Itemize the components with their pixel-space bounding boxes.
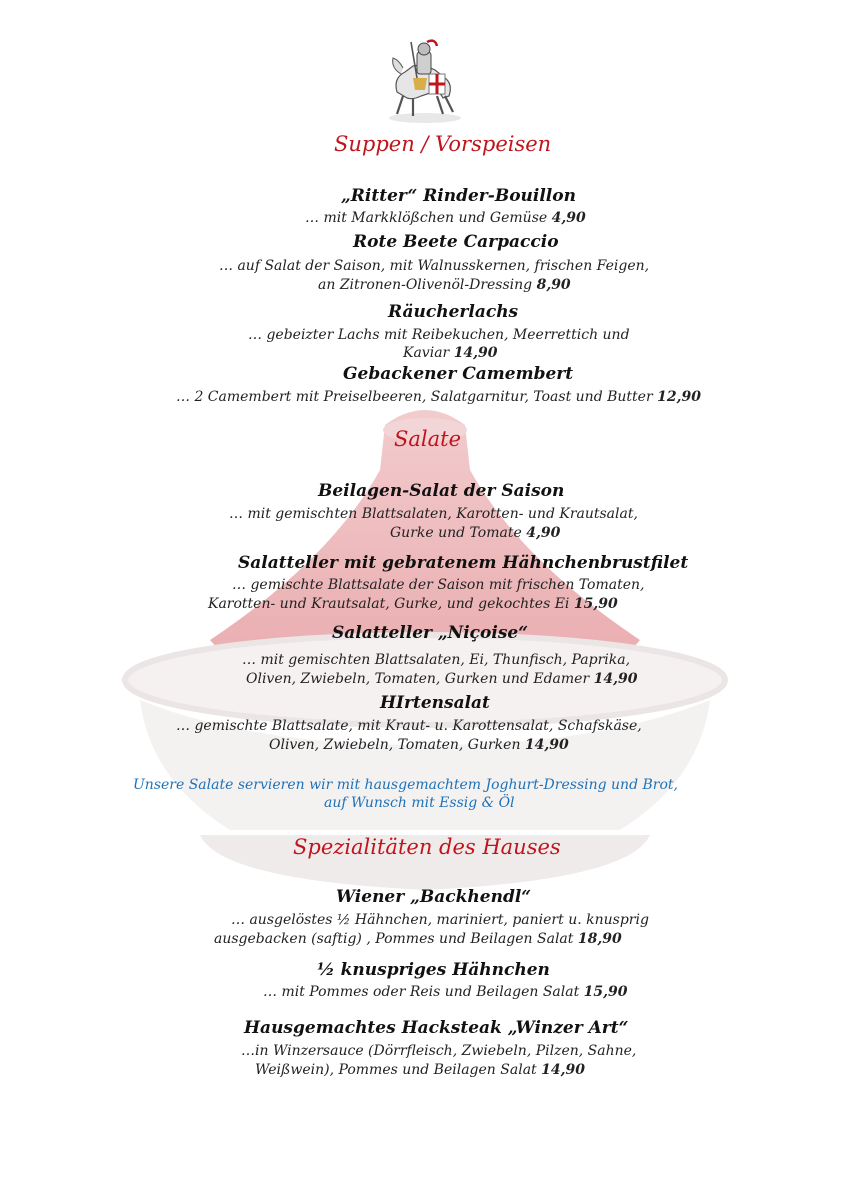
salads-heading: Salate xyxy=(394,427,462,451)
knight-logo xyxy=(383,38,467,126)
dish-description: … gemischte Blattsalate der Saison mit frischen Tomaten, xyxy=(232,577,645,593)
dish-title: Rote Beete Carpaccio xyxy=(353,232,559,252)
dish-description: … 2 Camembert mit Preiselbeeren, Salatgarnitur, Toast und Butter 12,90 xyxy=(176,389,701,405)
dish-price: 14,90 xyxy=(541,1062,585,1078)
dish-title: Beilagen-Salat der Saison xyxy=(318,481,565,501)
dish-price: 12,90 xyxy=(657,389,701,405)
dish-price: 15,90 xyxy=(573,596,618,612)
dish-description: … gemischte Blattsalate, mit Kraut- u. Karottensalat, Schafskäse, xyxy=(176,718,642,734)
salad-note: auf Wunsch mit Essig & Öl xyxy=(324,795,515,811)
dish-title: Wiener „Backhendl“ xyxy=(336,887,532,907)
dish-description: Karotten- und Krautsalat, Gurke, und gekochtes Ei 15,90 xyxy=(208,596,618,612)
dish-description: ausgebacken (saftig) , Pommes und Beilagen Salat 18,90 xyxy=(214,931,622,947)
dish-description: Gurke und Tomate 4,90 xyxy=(390,525,561,541)
dish-description: Oliven, Zwiebeln, Tomaten, Gurken 14,90 xyxy=(269,737,569,753)
dish-title: Salatteller mit gebratenem Hähnchenbrustfilet xyxy=(238,553,689,573)
dish-price: 18,90 xyxy=(577,931,622,947)
dish-price: 14,90 xyxy=(593,671,638,687)
dish-title: ½ knuspriges Hähnchen xyxy=(317,960,550,980)
specials-heading: Spezialitäten des Hauses xyxy=(293,835,561,859)
dish-description: Oliven, Zwiebeln, Tomaten, Gurken und Edamer 14,90 xyxy=(246,671,638,687)
dish-description: Kaviar 14,90 xyxy=(403,345,498,361)
dish-title: Räucherlachs xyxy=(388,302,519,322)
dish-description: an Zitronen-Olivenöl-Dressing 8,90 xyxy=(318,277,571,293)
dish-description: … ausgelöstes ½ Hähnchen, mariniert, paniert u. knusprig xyxy=(231,912,649,928)
dish-price: 14,90 xyxy=(453,345,498,361)
soups-heading: Suppen / Vorspeisen xyxy=(334,132,552,156)
dish-description: … mit Markklößchen und Gemüse 4,90 xyxy=(305,210,586,226)
dish-title: Salatteller „Niçoise“ xyxy=(332,623,528,643)
dish-title: HIrtensalat xyxy=(380,693,490,713)
dish-price: 4,90 xyxy=(526,525,561,541)
salad-note: Unsere Salate servieren wir mit hausgemachtem Joghurt-Dressing und Brot, xyxy=(133,777,678,793)
dish-price: 14,90 xyxy=(524,737,569,753)
dish-price: 15,90 xyxy=(583,984,628,1000)
dish-title: Hausgemachtes Hacksteak „Winzer Art“ xyxy=(244,1018,629,1038)
dish-title: Gebackener Camembert xyxy=(343,364,574,384)
dish-description: …in Winzersauce (Dörrfleisch, Zwiebeln, Pilzen, Sahne, xyxy=(241,1043,637,1059)
dish-price: 8,90 xyxy=(536,277,571,293)
dish-description: … gebeizter Lachs mit Reibekuchen, Meerrettich und xyxy=(248,327,630,343)
dish-title: „Ritter“ Rinder-Bouillon xyxy=(341,186,576,206)
dish-description: … mit Pommes oder Reis und Beilagen Salat 15,90 xyxy=(263,984,628,1000)
dish-description: … mit gemischten Blattsalaten, Karotten- und Krautsalat, xyxy=(229,506,638,522)
dish-description: … mit gemischten Blattsalaten, Ei, Thunfisch, Paprika, xyxy=(242,652,631,668)
dish-description: … auf Salat der Saison, mit Walnusskernen, frischen Feigen, xyxy=(219,258,650,274)
dish-description: Weißwein), Pommes und Beilagen Salat 14,90 xyxy=(255,1062,585,1078)
dish-price: 4,90 xyxy=(551,210,586,226)
